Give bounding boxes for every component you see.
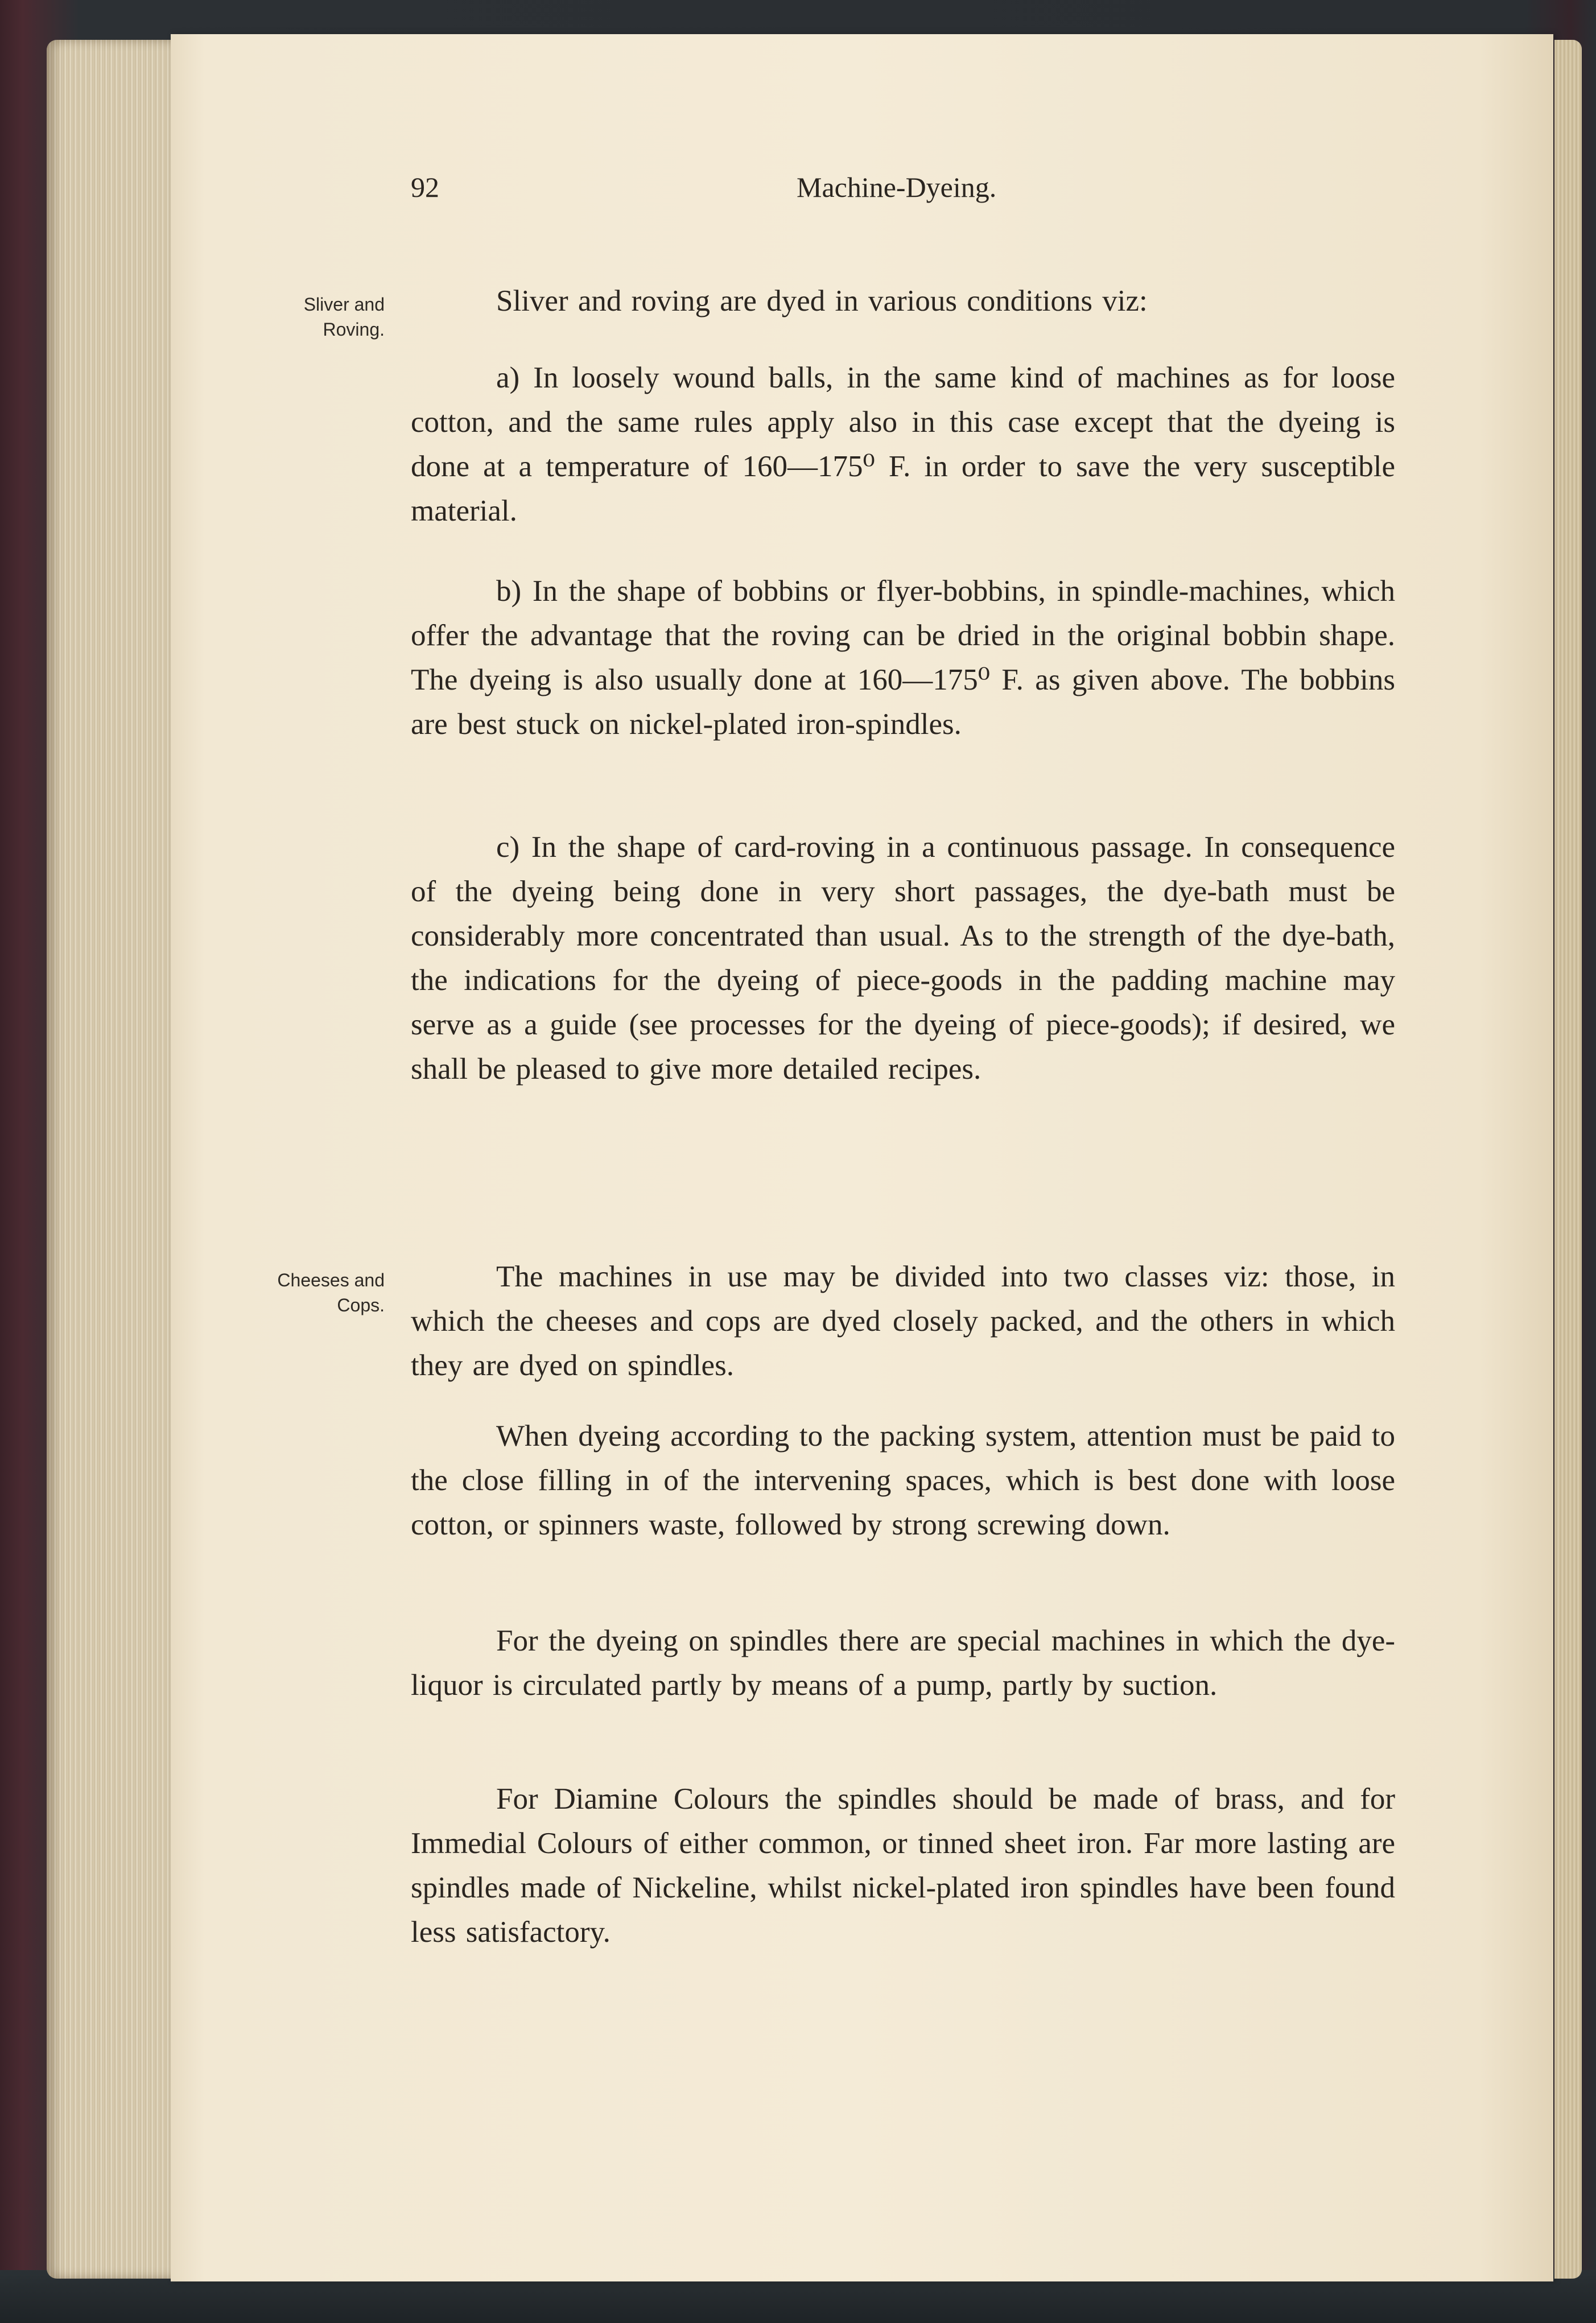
sidenote-line: Roving.	[323, 319, 385, 340]
paragraph-packing: When dyeing according to the packing system, attention must be paid to the close filling in of the intervening spaces, which is best done with loose cotton, or spinners waste, followed by strong screwing down.	[411, 1420, 1395, 1541]
paragraph-b: b) In the shape of bobbins or flyer-bobbins, in spindle-machines, which offer the advantage that the roving can be dried in the original bobbin shape. The dyeing is also usually done at 160—175⁰ F. as given above. The bobbins are best stuck on nickel-plated iron-spindles.	[411, 575, 1395, 741]
page-edges-left	[47, 40, 181, 2279]
page-number: 92	[411, 171, 439, 203]
running-head	[0, 171, 1596, 216]
paragraph-machines: The machines in use may be divided into two classes viz: those, in which the cheeses and cops are dyed closely packed, and the others in which they are dyed on spindles.	[411, 1260, 1395, 1382]
page-edges-right	[1554, 40, 1582, 2279]
sidenote-line: Cheeses and	[277, 1270, 385, 1290]
sidenote-line: Cops.	[337, 1295, 385, 1315]
running-title: Machine-Dyeing.	[797, 171, 997, 203]
sidenote-line: Sliver and	[303, 294, 385, 315]
sidenote-cheeses-cops	[239, 1268, 385, 1318]
paragraph-intro: Sliver and roving are dyed in various conditions viz:	[496, 284, 1148, 317]
sidenote-sliver-roving	[250, 292, 385, 342]
paragraph-c: c) In the shape of card-roving in a continuous passage. In consequence of the dyeing being done in very short passages, the dye-bath must be considerably more concentrated than usual. As to the strength of the dye-bath, the indications for the dyeing of piece-goods in the padding machine may serve as a guide (see processes for the dyeing of piece-goods); if desired, we shall be pleased to give more detailed recipes.	[411, 831, 1395, 1086]
paragraph-diamine: For Diamine Colours the spindles should be made of brass, and for Immedial Colours of either common, or tinned sheet iron. Far more lasting are spindles made of Nickeline, whilst nickel-plated iron spindles have been found less satisfactory.	[411, 1783, 1395, 1949]
paragraph-spindles: For the dyeing on spindles there are special machines in which the dye-liquor is circulated partly by means of a pump, partly by suction.	[411, 1624, 1395, 1702]
paragraph-a: a) In loosely wound balls, in the same kind of machines as for loose cotton, and the same rules apply also in this case except that the dyeing is done at a temperature of 160—175⁰ F. in order to save the very susceptible material.	[411, 361, 1395, 527]
